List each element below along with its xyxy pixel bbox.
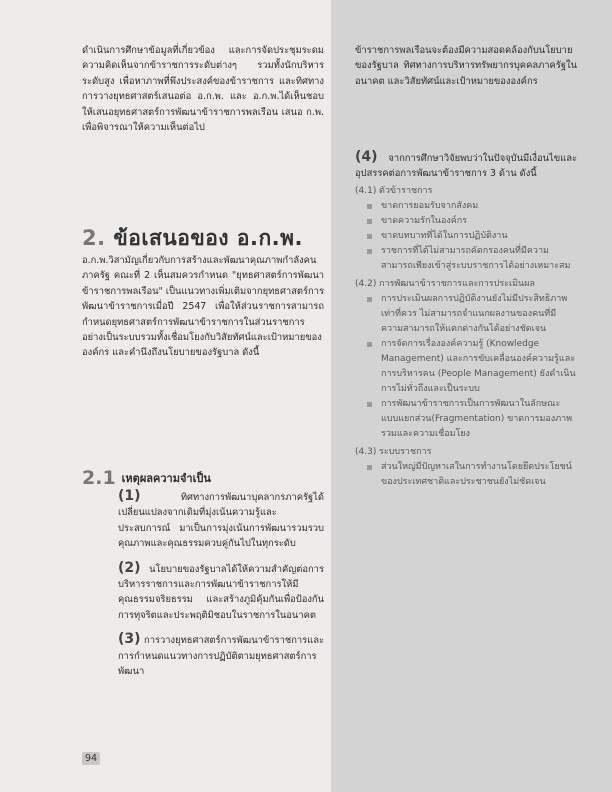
obstacles-text: จากการศึกษาวิจัยพบว่าในปัจจุบันมีเงื่อนไขและอุปสรรคต่อการพัฒนาข้าราชการ 3 ด้าน ดังนี้ [355,153,577,180]
section-2-title: ข้อเสนอของ อ.ก.พ. [113,226,303,250]
obstacles-intro [355,150,577,182]
intro-paragraph: ดำเนินการศึกษาข้อมูลที่เกี่ยวข้อง และการจัดประชุมระดมความคิดเห็นจากข้าราชการระดับต่างๆ รวมทั้งนักบริหารระดับสูง เพื่อหาภาพที่พึงประสงค์ของข้าราชการ และทิศทางการวางยุทธศาสตร์เสนอต่อ อ.ก.พ. และ อ.ก.พ.ได้เห็นชอบให้เสนอยุทธศาสตร์การพัฒนาข้าราชการพลเรือน เสนอ ก.พ. เพื่อพิจารณาให้ความเห็นต่อไป [82,45,324,134]
reason-item [118,489,324,552]
bullet-item: ขาดการยอมรับจากสังคม [355,199,577,214]
section-2-heading [82,222,303,255]
subsection-title: ตัวข้าราชการ [379,185,433,196]
subsection-number: (4.1) [355,185,377,196]
section-2-1-heading [82,467,211,489]
reason-item [118,632,324,679]
reason-number: (1) [118,488,141,504]
obstacles-block [355,150,577,490]
reason-text: การวางยุทธศาสตร์การพัฒนาข้าราชการและการกำหนดแนวทางการปฏิบัติตามยุทธศาสตร์การพัฒนา [118,635,324,678]
section-2-1-number: 2.1 [82,467,116,489]
reason-text: ทิศทางการพัฒนาบุคลากรภาครัฐได้เปลี่ยนแปลงจากเดิมที่มุ่งเน้นความรู้และประสบการณ์ มาเป็นการมุ่งเน้นการพัฒนารวมรวบคุณภาพและคุณธรรมควบคู่กันไปในทุกระดับ [118,492,324,550]
bullet-item: การจัดการเรื่ององค์ความรู้ (Knowledge Management) และการขับเคลื่อนองค์ความรู้และการบริหารคน (People Management) ยังดำเนินการไม่ทั่วถึงและเป็นระบบ [355,337,577,397]
reason-item [118,561,324,624]
subsection-title: การพัฒนาข้าราชการและการประเมินผล [379,278,535,289]
section-2-body: อ.ก.พ.วิสามัญเกี่ยวกับการสร้างและพัฒนาคุณภาพกำลังคนภาครัฐ คณะที่ 2 เห็นสมควรกำหนด "ยุทธศาสตร์การพัฒนาข้าราชการพลเรือน" เป็นแนวทางเพิ่มเติมจากยุทธศาสตร์การพัฒนาข้าราชการเมื่อปี 2547 เพื่อให้ส่วนราชการสามารถกำหนดยุทธศาสตร์การพัฒนาข้าราชการในส่วนราชการอย่างเป็นระบบรวมทั้งเชื่อมโยงกับวิสัยทัศน์และเป้าหมายขององค์กร และคำนึงถึงนโยบายของรัฐบาล ดังนี้ [82,255,325,359]
reason-number: (3) [118,631,141,648]
bullet-item: ราชการที่ได้ไม่สามารถคัดกรองคนที่มีความสามารถเพียงเข้าสู่ระบบราชการได้อย่างเหมาะสม [355,244,577,274]
subsection-4-3 [355,445,577,490]
subsection-4-2 [355,277,577,442]
bullet-item: การประเมินผลการปฏิบัติงานยังไม่มีประสิทธิภาพเท่าที่ควร ไม่สามารถจำแนกผลงานของคนที่มีความสามารถให้แตกต่างกันได้อย่างชัดเจน [355,292,577,337]
subsection-4-1 [355,184,577,274]
reason-text: นโยบายของรัฐบาลได้ให้ความสำคัญต่อการบริหารราชการและการพัฒนาข้าราชการให้มีคุณธรรมจริยธรรม และสร้างภูมิคุ้มกันเพื่อป้องกันการทุจริตและประพฤติมิชอบในราชการในอนาคต [118,563,324,621]
bullet-item: การพัฒนาข้าราชการเป็นการพัฒนาในลักษณะแบบแยกส่วน(Fragmentation) ขาดการมองภาพรวมและความเชื่อมโยง [355,397,577,442]
reason-number: (2) [118,559,141,576]
bullet-item: ขาดบทบาทที่ได้ในการปฏิบัติงาน [355,229,577,244]
continuation-paragraph: ข้าราชการพลเรือนจะต้องมีความสอดคล้องกับนโยบายของรัฐบาล ทิศทางการบริหารทรัพยากรบุคคลภาครัฐในอนาคต และวิสัยทัศน์และเป้าหมายขององค์กร [355,45,577,87]
subsection-number: (4.3) [355,446,377,457]
page-number: 94 [82,752,100,765]
subsection-number: (4.2) [355,278,377,289]
bullet-item: ขาดความรักในองค์กร [355,214,577,229]
obstacles-number: (4) [355,149,378,165]
section-2-1-title: เหตุผลความจำเป็น [121,472,211,485]
subsection-title: ระบบราชการ [379,446,432,457]
reasons-list [118,489,324,688]
bullet-item: ส่วนใหญ่มีปัญหาเสในการทำงานโดยยึดประโยชน์ของประเทศชาติและประชาชนยังไม่ชัดเจน [355,460,577,490]
section-2-number: 2. [82,226,106,250]
